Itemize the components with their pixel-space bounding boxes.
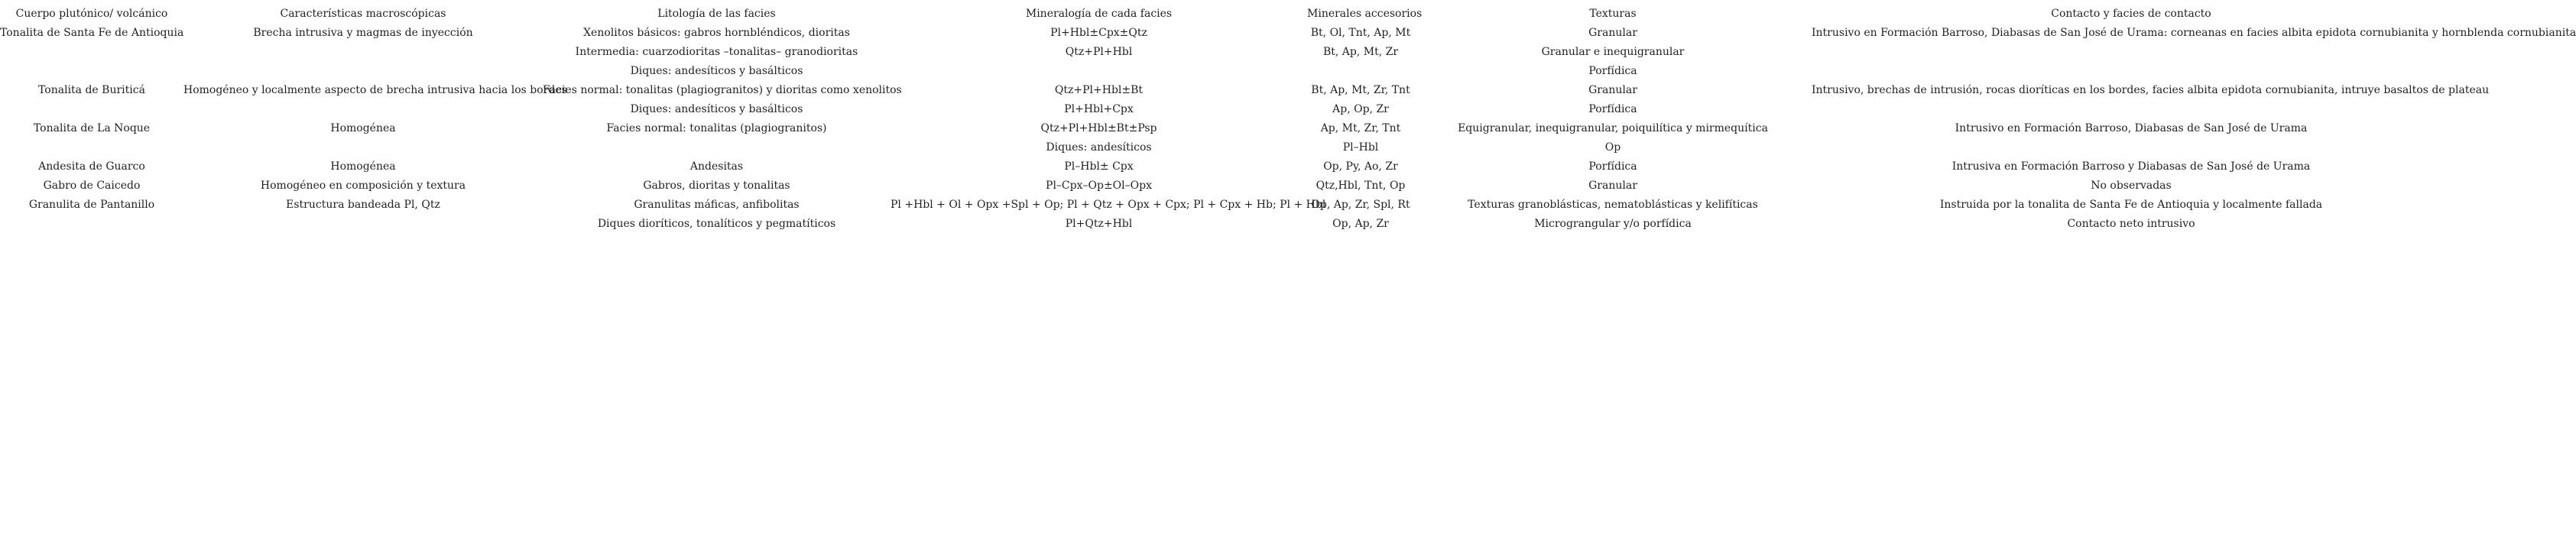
column-header-mineralogy: Mineralogía de cada facies bbox=[1025, 8, 1173, 20]
cell-textures: Porfídica bbox=[1588, 103, 1637, 115]
table-row bbox=[0, 157, 2451, 176]
cell-lithology: Andesitas bbox=[689, 160, 744, 173]
cell-contact: No observadas bbox=[2091, 180, 2172, 192]
column-header-macroscopic: Características macroscópicas bbox=[280, 8, 446, 20]
cell-textures: Op bbox=[1604, 141, 1621, 154]
cell-textures: Porfídica bbox=[1588, 160, 1637, 173]
cell-accessory-minerals: Op, Ap, Zr bbox=[1332, 218, 1389, 230]
table-row bbox=[0, 24, 2451, 43]
cell-textures: Granular bbox=[1588, 84, 1637, 96]
cell-lithology: Facies normal: tonalitas (plagiogranitos) bbox=[606, 122, 827, 134]
column-header-contact: Contacto y facies de contacto bbox=[2051, 8, 2211, 20]
cell-lithology: Gabros, dioritas y tonalitas bbox=[643, 180, 790, 192]
table-row bbox=[0, 62, 2451, 81]
cell-lithology: Diques: andesíticos y basálticos bbox=[630, 65, 803, 77]
cell-lithology: Granulitas máficas, anfibolitas bbox=[634, 199, 800, 211]
cell-accessory-minerals: Bt, Ol, Tnt, Ap, Mt bbox=[1310, 27, 1411, 39]
table-row bbox=[0, 176, 2451, 196]
column-header-accessory-minerals: Minerales accesorios bbox=[1307, 8, 1423, 20]
cell-macroscopic bbox=[183, 138, 543, 157]
cell-macroscopic bbox=[183, 62, 543, 81]
table-row bbox=[0, 81, 2451, 100]
cell-macroscopic: Estructura bandeada Pl, Qtz bbox=[286, 199, 440, 211]
header-row bbox=[0, 5, 2451, 24]
cell-accessory-minerals: Ap, Mt, Zr, Tnt bbox=[1320, 122, 1401, 134]
cell-body-name: Andesita de Guarco bbox=[38, 160, 145, 173]
cell-macroscopic: Homogénea bbox=[330, 160, 396, 173]
cell-textures: Equigranular, inequigranular, poiquilítica y mirmequítica bbox=[1458, 122, 1768, 134]
cell-contact bbox=[1812, 43, 2451, 62]
cell-contact: Intrusivo, brechas de intrusión, rocas dioríticas en los bordes, facies albita epidota cornubianita, intruye basaltos de plateau bbox=[1812, 84, 2490, 96]
cell-accessory-minerals bbox=[1307, 62, 1414, 81]
column-header-body-name: Cuerpo plutónico/ volcánico bbox=[15, 8, 168, 20]
cell-body-name: Gabro de Caicedo bbox=[43, 180, 141, 192]
cell-lithology: Facies normal: tonalitas (plagiogranitos) y dioritas como xenolitos bbox=[543, 84, 902, 96]
cell-accessory-minerals: Ap, Op, Zr bbox=[1332, 103, 1389, 115]
cell-macroscopic: Brecha intrusiva y magmas de inyección bbox=[253, 27, 473, 39]
cell-body-name bbox=[0, 62, 183, 81]
cell-accessory-minerals: Op, Py, Ao, Zr bbox=[1323, 160, 1398, 173]
cell-mineralogy: Qtz+Pl+Hbl bbox=[1065, 46, 1133, 58]
geology-table-container bbox=[0, 5, 2576, 234]
cell-accessory-minerals: Qtz,Hbl, Tnt, Op bbox=[1316, 180, 1406, 192]
cell-body-name: Tonalita de Buriticá bbox=[38, 84, 145, 96]
cell-macroscopic bbox=[183, 100, 543, 119]
table-row bbox=[0, 119, 2451, 138]
table-row bbox=[0, 100, 2451, 119]
cell-mineralogy: Pl–Cpx–Op±Ol–Opx bbox=[1046, 180, 1152, 192]
cell-body-name bbox=[0, 215, 183, 234]
table-row bbox=[0, 43, 2451, 62]
cell-mineralogy: Qtz+Pl+Hbl±Bt bbox=[1054, 84, 1144, 96]
cell-mineralogy: Pl+Qtz+Hbl bbox=[1065, 218, 1133, 230]
column-header-textures: Texturas bbox=[1589, 8, 1637, 20]
cell-accessory-minerals: Bt, Ap, Mt, Zr bbox=[1322, 46, 1399, 58]
cell-contact: Intrusiva en Formación Barroso y Diabasas de San José de Urama bbox=[1951, 160, 2311, 173]
cell-contact bbox=[1812, 100, 2451, 119]
cell-mineralogy: Pl+Hbl±Cpx±Qtz bbox=[1050, 27, 1147, 39]
cell-textures: Porfídica bbox=[1588, 65, 1637, 77]
cell-mineralogy: Diques: andesíticos bbox=[1046, 141, 1152, 154]
cell-lithology: Intermedia: cuarzodioritas –tonalitas– granodioritas bbox=[575, 46, 858, 58]
cell-lithology: Diques dioríticos, tonalíticos y pegmatíticos bbox=[597, 218, 836, 230]
cell-macroscopic bbox=[183, 215, 543, 234]
cell-accessory-minerals: Op, Ap, Zr, Spl, Rt bbox=[1311, 199, 1410, 211]
cell-macroscopic: Homogéneo y localmente aspecto de brecha intrusiva hacia los bordes bbox=[183, 84, 567, 96]
geology-table bbox=[0, 5, 2576, 234]
cell-macroscopic: Homogéneo en composición y textura bbox=[260, 180, 466, 192]
table-row bbox=[0, 215, 2451, 234]
table-header bbox=[0, 5, 2451, 24]
cell-contact: Intrusivo en Formación Barroso, Diabasas de San José de Urama bbox=[1955, 122, 2308, 134]
cell-mineralogy bbox=[891, 62, 1307, 81]
cell-textures: Granular bbox=[1588, 27, 1637, 39]
cell-textures: Granular e inequigranular bbox=[1541, 46, 1685, 58]
cell-body-name bbox=[0, 43, 183, 62]
cell-contact: Contacto neto intrusivo bbox=[2067, 218, 2195, 230]
cell-contact bbox=[1812, 138, 2451, 157]
table-body bbox=[0, 24, 2576, 234]
cell-lithology bbox=[543, 138, 891, 157]
cell-lithology: Xenolitos básicos: gabros hornbléndicos, dioritas bbox=[583, 27, 850, 39]
cell-accessory-minerals: Pl–Hbl bbox=[1342, 141, 1379, 154]
cell-contact: Intrusivo en Formación Barroso, Diabasas de San José de Urama: corneanas en facies albita epidota cornubianita y hornblenda cornubianita bbox=[1812, 27, 2576, 39]
cell-body-name: Tonalita de La Noque bbox=[33, 122, 151, 134]
column-header-lithology: Litología de las facies bbox=[657, 8, 776, 20]
table-row bbox=[0, 138, 2451, 157]
cell-macroscopic: Homogénea bbox=[330, 122, 396, 134]
cell-body-name: Tonalita de Santa Fe de Antioquia bbox=[0, 27, 184, 39]
table-row bbox=[0, 196, 2451, 215]
cell-body-name bbox=[0, 100, 183, 119]
cell-mineralogy: Pl+Hbl+Cpx bbox=[1064, 103, 1134, 115]
cell-textures: Micrograngular y/o porfídica bbox=[1534, 218, 1692, 230]
cell-mineralogy: Pl–Hbl± Cpx bbox=[1064, 160, 1134, 173]
cell-mineralogy: Qtz+Pl+Hbl±Bt±Psp bbox=[1040, 122, 1157, 134]
cell-accessory-minerals: Bt, Ap, Mt, Zr, Tnt bbox=[1311, 84, 1410, 96]
cell-contact: Instruida por la tonalita de Santa Fe de Antioquia y localmente fallada bbox=[1939, 199, 2323, 211]
cell-mineralogy: Pl +Hbl + Ol + Opx +Spl + Op; Pl + Qtz + Opx + Cpx; Pl + Cpx + Hb; Pl + Hbl bbox=[891, 199, 1326, 211]
cell-contact bbox=[1812, 62, 2451, 81]
cell-body-name bbox=[0, 138, 183, 157]
cell-body-name: Granulita de Pantanillo bbox=[28, 199, 155, 211]
cell-textures: Granular bbox=[1588, 180, 1637, 192]
cell-lithology: Diques: andesíticos y basálticos bbox=[630, 103, 803, 115]
cell-macroscopic bbox=[183, 43, 543, 62]
cell-textures: Texturas granoblásticas, nematoblásticas y kelifíticas bbox=[1468, 199, 1758, 211]
